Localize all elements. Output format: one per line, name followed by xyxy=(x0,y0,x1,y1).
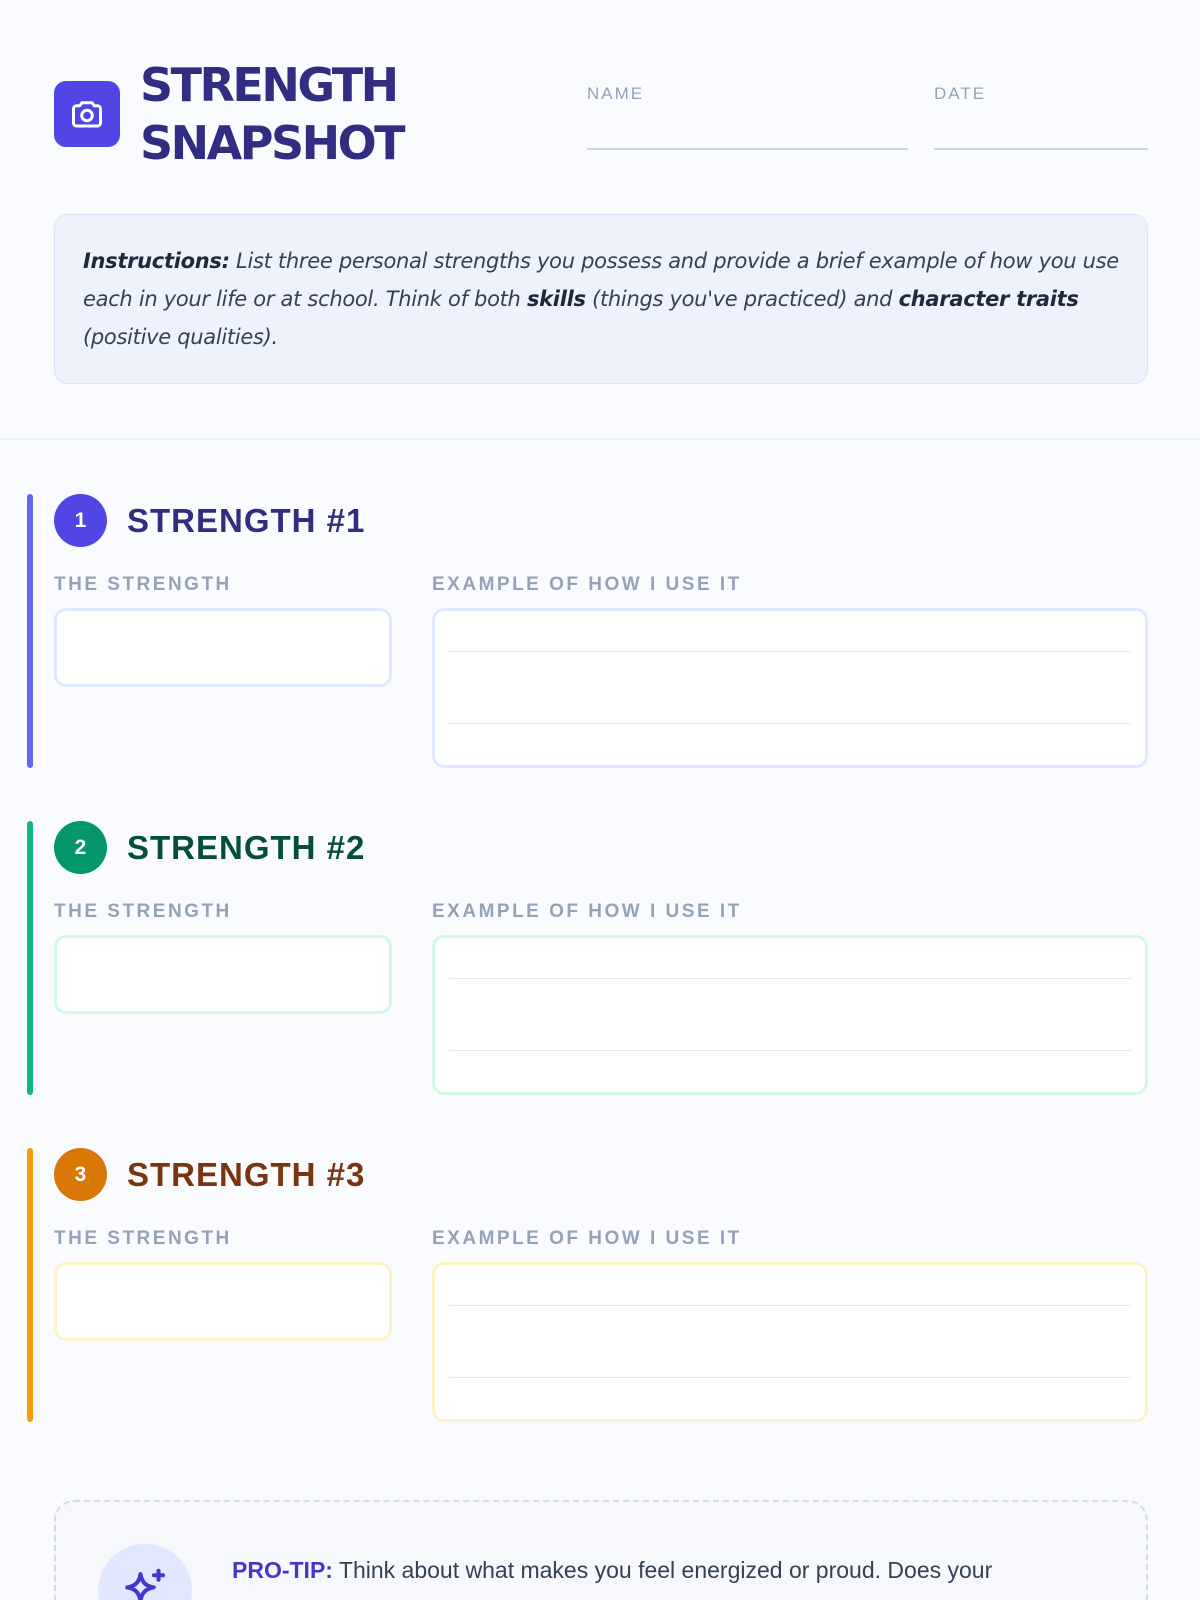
writing-line xyxy=(449,723,1131,724)
instructions-box xyxy=(54,214,1148,384)
strength-input[interactable] xyxy=(54,935,392,1014)
sparkle-icon xyxy=(118,1564,172,1600)
writing-line xyxy=(449,978,1131,979)
example-input[interactable] xyxy=(432,935,1148,1095)
title-line-1: STRENGTH xyxy=(140,58,397,112)
strength-section-2 xyxy=(0,821,1200,1095)
camera-icon xyxy=(69,96,105,132)
instructions-text xyxy=(83,242,1119,356)
example-input[interactable] xyxy=(432,608,1148,768)
strength-section-1 xyxy=(0,494,1200,768)
section-title: STRENGTH #1 xyxy=(127,502,366,539)
strength-label: THE STRENGTH xyxy=(54,574,232,595)
strength-label: THE STRENGTH xyxy=(54,1228,232,1249)
example-label: EXAMPLE OF HOW I USE IT xyxy=(432,1228,742,1249)
pro-tip-box xyxy=(54,1500,1148,1600)
strength-section-3 xyxy=(0,1148,1200,1422)
worksheet-header xyxy=(0,0,1200,440)
writing-line xyxy=(449,1305,1131,1306)
writing-line xyxy=(449,1050,1131,1051)
section-number-badge: 1 xyxy=(54,494,107,547)
example-input[interactable] xyxy=(432,1262,1148,1422)
section-title: STRENGTH #2 xyxy=(127,829,366,866)
section-accent-bar xyxy=(27,821,33,1095)
title-line-2: SNAPSHOT xyxy=(140,116,404,170)
logo-badge xyxy=(54,81,120,147)
instructions-part-3: (positive qualities). xyxy=(83,325,278,349)
instructions-part-1: List three personal strengths you possess and provide a brief example of how you use each in your life or at school. Think of both xyxy=(83,249,1119,311)
section-title: STRENGTH #3 xyxy=(127,1156,366,1193)
writing-line xyxy=(449,1377,1131,1378)
section-accent-bar xyxy=(27,1148,33,1422)
date-label: DATE xyxy=(934,84,987,103)
instructions-traits: character traits xyxy=(898,287,1079,311)
instructions-skills: skills xyxy=(526,287,586,311)
name-underline[interactable] xyxy=(587,148,908,150)
pro-tip-label: PRO-TIP: xyxy=(232,1557,333,1583)
pro-tip-body: Think about what makes you feel energized or proud. Does your xyxy=(332,1557,993,1583)
example-label: EXAMPLE OF HOW I USE IT xyxy=(432,574,742,595)
section-number-badge: 2 xyxy=(54,821,107,874)
strength-label: THE STRENGTH xyxy=(54,901,232,922)
section-accent-bar xyxy=(27,494,33,768)
strength-input[interactable] xyxy=(54,1262,392,1341)
strength-input[interactable] xyxy=(54,608,392,687)
instructions-lead: Instructions: xyxy=(83,249,230,273)
section-number-badge: 3 xyxy=(54,1148,107,1201)
page-title xyxy=(140,56,403,172)
date-underline[interactable] xyxy=(934,148,1148,150)
example-label: EXAMPLE OF HOW I USE IT xyxy=(432,901,742,922)
date-field[interactable] xyxy=(934,84,1148,104)
tip-icon-badge xyxy=(98,1544,192,1600)
writing-line xyxy=(449,651,1131,652)
pro-tip-text xyxy=(232,1552,1092,1588)
name-label: NAME xyxy=(587,84,645,103)
name-field[interactable] xyxy=(587,84,908,104)
instructions-part-2: (things you've practiced) and xyxy=(585,287,899,311)
